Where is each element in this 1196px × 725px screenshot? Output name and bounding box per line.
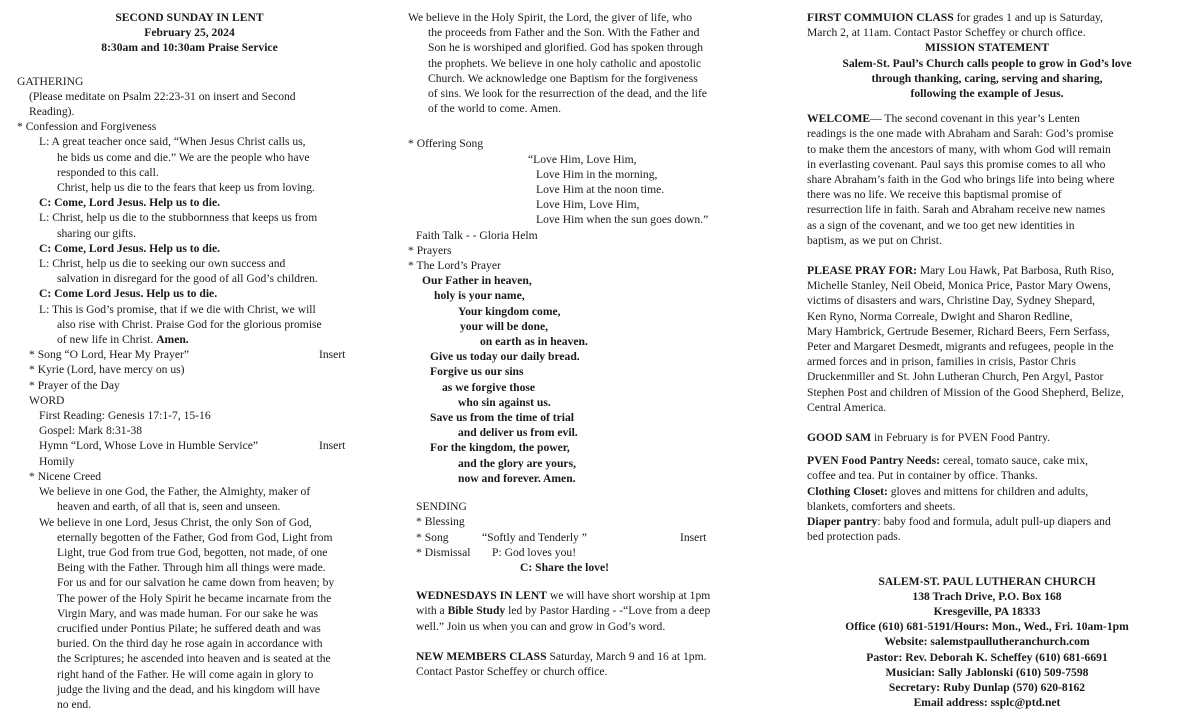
insert-note: Insert (319, 439, 346, 453)
lyric-line: Love Him at the noon time. (536, 183, 665, 197)
mission-line: Salem-St. Paul’s Church calls people to grow in God’s love (842, 56, 1132, 70)
lords-prayer-heading: * The Lord’s Prayer (408, 259, 501, 273)
creed-line: We believe in the Holy Spirit, the Lord, the giver of life, who (408, 11, 693, 24)
lords-prayer-line: For the kingdom, the power, (430, 441, 570, 455)
welcome-title: WELCOME (807, 112, 871, 126)
faith-talk: Faith Talk - - Gloria Helm (416, 228, 538, 242)
prayer-list-line (807, 263, 1167, 278)
pven-needs (807, 453, 1167, 468)
leader-line (17, 332, 362, 347)
creed-line: Virgin Mary, and was made human. For our sake he was (57, 606, 319, 620)
mission-title: MISSION STATEMENT (924, 41, 1050, 55)
creed-line: of sins. We look for the resurrection of the dead, and the life (428, 87, 707, 101)
creed-line: the proceeds from Father and the Son. With the Father and (428, 26, 700, 40)
first-reading: First Reading: Genesis 17:1-7, 15-16 (39, 409, 211, 423)
clothing-closet (807, 484, 1167, 499)
sending-song-row (408, 530, 778, 545)
wednesdays-title: WEDNESDAYS IN LENT (416, 589, 548, 603)
church-office: Office (610) 681-5191/Hours: Mon., Wed., Fri. 10am-1pm (845, 620, 1129, 634)
lyric-line: Love Him in the morning, (536, 167, 658, 181)
welcome-line: baptism, as we put on Christ. (807, 233, 942, 247)
welcome-line (807, 111, 1167, 126)
mission-line: through thanking, caring, serving and sharing, (871, 71, 1103, 85)
lords-prayer-line: who sin against us. (458, 395, 551, 409)
leader-line: L: This is God’s promise, that if we die with Christ, we will (39, 302, 316, 316)
hymn-item: Hymn “Lord, Whose Love in Humble Service” (39, 439, 259, 453)
leader-line: salvation in disregard for the good of all God’s children. (57, 272, 318, 286)
creed-line: We believe in one Lord, Jesus Christ, the only Son of God, (39, 515, 312, 529)
new-members-text: Contact Pastor Scheffey or church office. (416, 664, 608, 678)
creed-line: Son he is worshiped and glorified. God has spoken through (428, 41, 703, 55)
lords-prayer-line: Forgive us our sins (430, 365, 524, 379)
diaper-pantry (807, 514, 1167, 529)
church-musician: Musician: Sally Jablonski (610) 509-7598 (885, 665, 1089, 679)
church-city: Kresgeville, PA 18333 (933, 604, 1041, 618)
offering-song-heading: * Offering Song (408, 137, 484, 151)
creed-line: the Scriptures; he ascended into heaven and is seated at the (57, 652, 331, 666)
pven-title: PVEN Food Pantry Needs: (807, 454, 940, 468)
leader-line: also rise with Christ. Praise God for the glorious promise (57, 317, 322, 331)
lyric-line: Love Him when the sun goes down.” (536, 213, 709, 227)
lords-prayer-line: Our Father in heaven, (422, 274, 532, 288)
mission-line: following the example of Jesus. (910, 87, 1064, 101)
lords-prayer-line: Give us today our daily bread. (430, 350, 580, 364)
hymn-row (17, 438, 362, 453)
lords-prayer-line: Save us from the time of trial (430, 411, 575, 425)
welcome-line: share Abraham’s faith in the God who brings life into being where (807, 173, 1115, 187)
church-secretary: Secretary: Ruby Dunlap (570) 620-8162 (888, 680, 1086, 694)
right-column (807, 10, 1167, 710)
prayer-list-line: victims of disasters and wars, Christine Day, Sydney Shepard, (807, 294, 1096, 308)
blessing-item: * Blessing (416, 515, 465, 529)
creed-line: For us and for our salvation he came down from heaven; by (57, 576, 335, 590)
prayer-of-day-item: * Prayer of the Day (29, 378, 120, 392)
pray-title: PLEASE PRAY FOR: (807, 264, 917, 278)
song-item: * Song “O Lord, Hear My Prayer” (29, 348, 190, 362)
diaper-title: Diaper pantry (807, 515, 878, 529)
prayer-list-text: Mary Lou Hawk, Pat Barbosa, Ruth Riso, (916, 264, 1115, 278)
welcome-line: in everlasting covenant. Paul says this promise comes to all who (807, 157, 1106, 171)
nicene-creed-heading: * Nicene Creed (29, 469, 102, 483)
wednesdays-text: led by Pastor Harding - -“Love from a deep (505, 604, 711, 618)
diaper-text: : baby food and formula, adult pull-up diapers and (877, 515, 1111, 529)
creed-line: Light, true God from true God, begotten, not made, of one (57, 545, 328, 559)
creed-line: buried. On the third day he rose again in accordance with (57, 637, 323, 651)
section-sending: SENDING (416, 500, 467, 514)
leader-line: L: A great teacher once said, “When Jesus Christ calls us, (39, 135, 306, 149)
church-address: 138 Trach Drive, P.O. Box 168 (912, 589, 1062, 603)
service-times: 8:30am and 10:30am Praise Service (101, 41, 278, 55)
leader-line: L: Christ, help us die to the stubbornness that keeps us from (39, 211, 318, 225)
leader-line-text: of new life in Christ. (57, 333, 157, 347)
good-sam (807, 430, 1167, 445)
lords-prayer-line: and deliver us from evil. (458, 426, 578, 440)
creed-line: of the world to come. Amen. (428, 102, 561, 116)
prayer-list-line: Mary Hambrick, Gertrude Besemer, Richard Beers, Fern Serfass, (807, 324, 1110, 338)
closet-text: gloves and mittens for children and adults, (887, 484, 1089, 498)
homily-item: Homily (39, 454, 75, 468)
first-communion-text: for grades 1 and up is Saturday, (953, 11, 1103, 24)
welcome-line: to make them the ancestors of many, with whom God will remain (807, 142, 1111, 156)
creed-line: the prophets. We believe in one holy catholic and apostolic (428, 56, 702, 70)
prayer-list-line: Stephen Post and children of Mission of the Good Shepherd, Belize, (807, 385, 1124, 399)
leader-line: he bids us come and die.” We are the people who have (57, 150, 310, 164)
gospel-reading: Gospel: Mark 8:31-38 (39, 424, 143, 438)
song-title: “Softly and Tenderly ” (482, 530, 587, 544)
psalm-note: Reading). (29, 105, 75, 119)
church-pastor: Pastor: Rev. Deborah K. Scheffey (610) 681-6691 (866, 650, 1108, 664)
leader-line: Christ, help us die to the fears that keep us from loving. (57, 181, 315, 195)
closet-text: blankets, comforters and sheets. (807, 499, 956, 513)
lyric-line: Love Him, Love Him, (536, 198, 640, 212)
lords-prayer-line: now and forever. Amen. (458, 471, 576, 485)
service-date: February 25, 2024 (144, 26, 235, 40)
insert-note: Insert (680, 530, 707, 544)
dismissal-pastor: P: God loves you! (492, 545, 577, 559)
creed-line: crucified under Pontius Pilate; he suffered death and was (57, 621, 321, 635)
leader-line: L: Christ, help us die to seeking our own success and (39, 257, 286, 271)
new-members-text: Saturday, March 9 and 16 at 1pm. (546, 649, 707, 663)
congregation-response: C: Come, Lord Jesus. Help us to die. (39, 241, 220, 255)
lords-prayer-line: Your kingdom come, (458, 304, 561, 318)
dismissal-label: * Dismissal (416, 545, 471, 559)
good-sam-text: in February is for PVEN Food Pantry. (871, 431, 1051, 445)
leader-line: responded to this call. (57, 165, 159, 179)
creed-line: Church. We acknowledge one Baptism for the forgiveness (428, 71, 698, 85)
middle-column (408, 10, 778, 679)
confession-heading: * Confession and Forgiveness (17, 120, 157, 134)
creed-line: We believe in one God, the Father, the Almighty, maker of (39, 485, 311, 499)
creed-line: heaven and earth, of all that is, seen and unseen. (57, 500, 281, 514)
closet-title: Clothing Closet: (807, 484, 888, 498)
welcome-line: resurrection life in faith. Sarah and Abraham receive new names (807, 203, 1106, 217)
wednesdays-text: with a (416, 604, 448, 618)
wednesdays-lent (408, 603, 778, 618)
diaper-text: bed protection pads. (807, 530, 901, 544)
creed-line: judge the living and the dead, and his kingdom will have (57, 682, 321, 696)
leader-line: sharing our gifts. (57, 226, 136, 240)
dismissal-congregation: C: Share the love! (520, 560, 609, 574)
lords-prayer-line: as we forgive those (442, 380, 536, 394)
lords-prayer-line: on earth as in heaven. (480, 335, 588, 349)
prayer-list-line: Central America. (807, 400, 887, 414)
first-communion-text: March 2, at 11am. Contact Pastor Scheffey or church office. (807, 26, 1086, 40)
welcome-line: as a sign of the covenant, and we too get new identities in (807, 218, 1075, 232)
lyric-line: “Love Him, Love Him, (528, 152, 637, 166)
kyrie-item: * Kyrie (Lord, have mercy on us) (29, 363, 185, 377)
wednesdays-lent (408, 588, 778, 603)
creed-line: Being with the Father. Through him all things were made. (57, 561, 326, 575)
welcome-line: there was no life. We receive this baptismal promise of (807, 188, 1062, 202)
wednesdays-text: well.” Join us when you can and grow in God’s word. (416, 619, 666, 633)
prayers-item: * Prayers (408, 243, 452, 257)
church-website: Website: salemstpaullutheranchurch.com (884, 635, 1090, 649)
creed-line: The power of the Holy Spirit he became incarnate from the (57, 591, 332, 605)
wednesdays-text: we will have short worship at 1pm (547, 589, 711, 603)
prayer-list-line: armed forces and in prison, families in crisis, Pastor Chris (807, 355, 1076, 369)
left-column (17, 10, 362, 712)
lords-prayer-line: holy is your name, (434, 289, 525, 303)
creed-line: eternally begotten of the Father, God from God, Light from (57, 530, 333, 544)
prayer-list-line: Peter and Margaret Desmedt, migrants and refugees, people in the (807, 340, 1114, 354)
welcome-text: — The second covenant in this year’s Lenten (870, 112, 1080, 126)
dismissal-row (408, 545, 778, 560)
bible-study: Bible Study (447, 604, 506, 618)
welcome-line: readings is the one made with Abraham and Sarah: God’s promise (807, 127, 1114, 141)
first-communion (807, 10, 1167, 25)
first-communion-title: FIRST COMMUION CLASS (807, 11, 954, 24)
church-name: SALEM-ST. PAUL LUTHERAN CHURCH (878, 574, 1096, 588)
amen: Amen. (156, 333, 189, 347)
song-label: * Song (416, 530, 449, 544)
creed-line: no end. (57, 697, 92, 711)
congregation-response: C: Come, Lord Jesus. Help us to die. (39, 196, 220, 210)
section-gathering: GATHERING (17, 74, 84, 88)
section-word: WORD (29, 393, 65, 407)
new-members (408, 649, 778, 664)
pven-text: cereal, tomato sauce, cake mix, (940, 454, 1089, 468)
lords-prayer-line: and the glory are yours, (458, 456, 576, 470)
prayer-list-line: Ken Ryno, Norma Correale, Dwight and Sharon Redline, (807, 309, 1073, 323)
pven-text: coffee and tea. Put in container by office. Thanks. (807, 469, 1038, 483)
prayer-list-line: Druckenmiller and St. John Lutheran Church, Pen Argyl, Pastor (807, 370, 1104, 384)
psalm-note: (Please meditate on Psalm 22:23-31 on insert and Second (29, 89, 296, 103)
new-members-title: NEW MEMBERS CLASS (416, 649, 547, 663)
congregation-response: C: Come Lord Jesus. Help us to die. (39, 287, 218, 301)
creed-line: right hand of the Father. He will come again in glory to (57, 667, 314, 681)
good-sam-title: GOOD SAM (807, 431, 872, 445)
service-title: SECOND SUNDAY IN LENT (115, 11, 264, 24)
lords-prayer-line: your will be done, (460, 319, 549, 333)
song-row (17, 347, 362, 362)
insert-note: Insert (319, 348, 346, 362)
church-email: Email address: ssplc@ptd.net (913, 696, 1061, 710)
prayer-list-line: Michelle Stanley, Neil Obeid, Monica Price, Pastor Mary Owens, (807, 279, 1111, 293)
